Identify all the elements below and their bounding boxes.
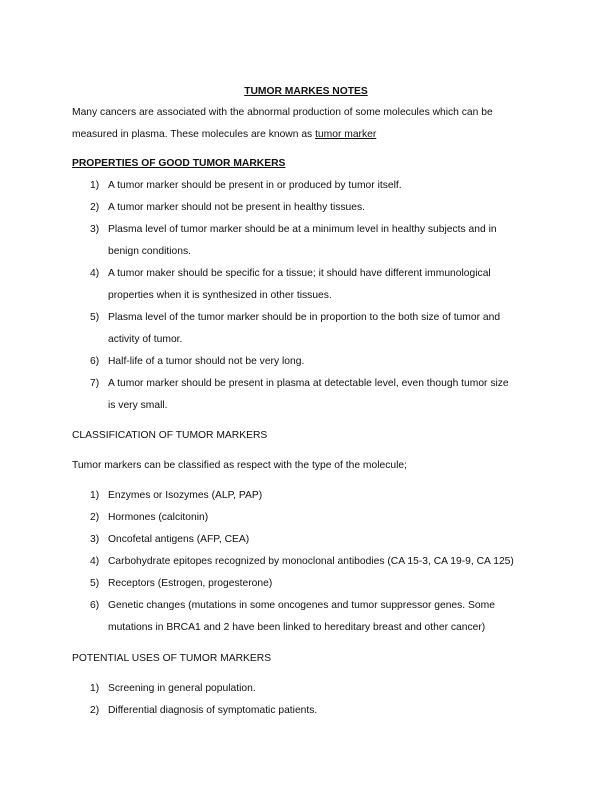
list-item-number: 4) <box>90 556 100 567</box>
properties-heading: PROPERTIES OF GOOD TUMOR MARKERS <box>72 158 286 169</box>
list-item-text: is very small. <box>108 400 168 411</box>
list-item-number: 6) <box>90 600 100 611</box>
intro-line-2 <box>72 128 376 142</box>
classification-intro: Tumor markers can be classified as respect with the type of the molecule; <box>72 460 407 471</box>
tumor-marker-term: tumor marker <box>315 129 377 140</box>
list-item-text: Oncofetal antigens (AFP, CEA) <box>108 534 250 545</box>
list-item-number: 3) <box>90 534 100 545</box>
list-item-text: Plasma level of the tumor marker should be in proportion to the both size of tumor and <box>108 312 501 323</box>
list-item-text: Hormones (calcitonin) <box>108 512 209 523</box>
list-item-number: 5) <box>90 578 100 589</box>
list-item-text: Enzymes or Isozymes (ALP, PAP) <box>108 490 263 501</box>
list-item-text: A tumor maker should be specific for a tissue; it should have different immunological <box>108 268 491 279</box>
list-item-text: benign conditions. <box>108 246 192 257</box>
list-item-number: 2) <box>90 512 100 523</box>
list-item-text: Half-life of a tumor should not be very long. <box>108 356 305 367</box>
list-item-text: Receptors (Estrogen, progesterone) <box>108 578 273 589</box>
list-item-number: 2) <box>90 705 100 716</box>
uses-heading: POTENTIAL USES OF TUMOR MARKERS <box>72 653 272 664</box>
list-item-text: Differential diagnosis of symptomatic patients. <box>108 705 318 716</box>
list-item-number: 1) <box>90 490 100 501</box>
list-item-text: A tumor marker should be present in plasma at detectable level, even though tumor size <box>108 378 509 389</box>
list-item-number: 1) <box>90 683 100 694</box>
list-item-text: Screening in general population. <box>108 683 256 694</box>
intro-line-1: Many cancers are associated with the abnormal production of some molecules which can be <box>72 107 493 118</box>
list-item-number: 2) <box>90 202 100 213</box>
list-item-number: 7) <box>90 378 100 389</box>
list-item-number: 3) <box>90 224 100 235</box>
list-item-text: mutations in BRCA1 and 2 have been linked to hereditary breast and other cancer) <box>108 622 486 633</box>
list-item-text: activity of tumor. <box>108 334 183 345</box>
page-title: TUMOR MARKES NOTES <box>244 86 368 97</box>
intro-text: measured in plasma. These molecules are known as <box>72 129 316 140</box>
list-item-text: A tumor marker should not be present in healthy tissues. <box>108 202 365 213</box>
list-item-text: A tumor marker should be present in or produced by tumor itself. <box>108 180 402 191</box>
list-item-text: Carbohydrate epitopes recognized by monoclonal antibodies (CA 15-3, CA 19-9, CA 125) <box>108 556 514 567</box>
list-item-text: properties when it is synthesized in other tissues. <box>108 290 332 301</box>
list-item-text: Plasma level of tumor marker should be at a minimum level in healthy subjects and in <box>108 224 497 235</box>
classification-heading: CLASSIFICATION OF TUMOR MARKERS <box>72 430 268 441</box>
list-item-number: 4) <box>90 268 100 279</box>
list-item-number: 1) <box>90 180 100 191</box>
list-item-text: Genetic changes (mutations in some oncogenes and tumor suppressor genes. Some <box>108 600 495 611</box>
list-item-number: 6) <box>90 356 100 367</box>
list-item-number: 5) <box>90 312 100 323</box>
